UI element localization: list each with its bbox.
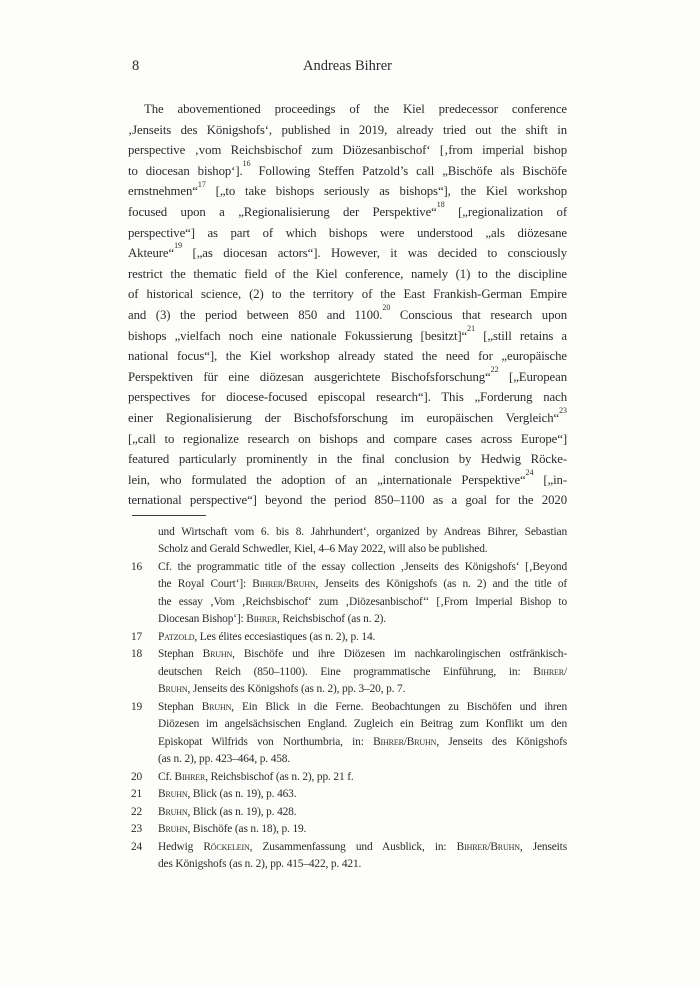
text-run: Following Steffen Patzold’s call „Bischöfe als Bischöfe [250, 163, 567, 178]
text-run: , Jenseits des Königshofs (as n. 2) and the title of [315, 578, 568, 591]
small-caps-name: Bihrer [456, 840, 488, 853]
text-run: [„call to regionalize research on bishops and compare cases across Europe“] [128, 431, 567, 446]
text-run: [„as diocesan actors“]. However, it was decided to consciously [182, 246, 567, 261]
text-run: deutschen Reich (850–1100). Eine programmatische Einführung, in: [158, 665, 534, 678]
text-run: des Königshofs (as n. 2), pp. 415–422, p. 421. [158, 858, 362, 871]
footnote-number: 24 [131, 840, 143, 853]
text-run: Cf. [158, 770, 175, 783]
text-run: [„still retains a [475, 328, 567, 343]
text-run: (as n. 2), pp. 423–464, p. 458. [158, 753, 291, 766]
footnote-ref: 21 [467, 323, 476, 333]
footnote-ref: 23 [559, 406, 567, 416]
footnote-number: 16 [131, 560, 143, 573]
footnote-number: 22 [131, 805, 143, 818]
footnote-line [158, 559, 567, 577]
footnote-entry [128, 769, 567, 787]
text-run: perspective ‚vom Reichsbischof zum Diözesanbischof‘ [‚from imperial bishop [128, 143, 567, 158]
body-paragraph [128, 99, 567, 511]
body-line [128, 364, 568, 388]
text-run: / [563, 665, 567, 678]
footnote-entry [128, 699, 567, 769]
footnote-ref: 20 [382, 303, 391, 313]
small-caps-name: Patzold [158, 630, 195, 643]
footnotes-list [128, 524, 567, 874]
body-line [128, 323, 567, 347]
footnote-line [158, 524, 567, 542]
text-run: restrict the thematic field of the Kiel conference, namely (1) to the discipline [128, 266, 567, 281]
body-line [128, 429, 567, 450]
body-line [128, 181, 567, 202]
text-run: , Blick (as n. 19), p. 463. [187, 788, 297, 801]
footnote-line [158, 769, 567, 787]
text-run: , Bischöfe (as n. 18), p. 19. [187, 823, 307, 836]
text-run: [„European [498, 369, 568, 384]
footnote-ref: 18 [436, 200, 445, 210]
text-run: , Blick (as n. 19), p. 428. [187, 805, 297, 818]
text-run: national focus“], the Kiel workshop already stated the need for „europäische [128, 349, 567, 364]
body-line [128, 243, 567, 264]
small-caps-name: Bruhn [201, 700, 232, 713]
footnote-separator-rule [132, 515, 206, 516]
small-caps-name: Bruhn [158, 805, 188, 818]
text-run: , Reichsbischof (as n. 2). [276, 613, 387, 626]
footnote-number: 20 [131, 770, 143, 783]
text-run: focused upon a „Regionalisierung der Perspektive“ [128, 204, 437, 219]
text-block [128, 58, 567, 874]
footnote-line [158, 611, 567, 629]
footnote-number: 23 [131, 823, 143, 836]
text-run: the essay ‚Vom ‚Reichsbischof‘ zum ‚Diözesanbischof‘‘ [‚From Imperial Bishop to [158, 595, 567, 608]
text-run: Perspektiven für eine diözesan ausgerichtete Bischofsforschung“ [128, 369, 491, 384]
text-run: and (3) the period between 850 and 1100. [128, 307, 383, 322]
text-run: / [487, 840, 491, 853]
footnote-line [158, 646, 567, 664]
body-line [128, 223, 567, 244]
body-line [128, 449, 567, 470]
text-run: to diocesan bishop‘]. [128, 163, 243, 178]
footnote-line [158, 786, 567, 804]
footnote-line [158, 839, 567, 857]
footnote-number: 17 [131, 630, 143, 643]
footnote-entry [128, 821, 567, 839]
footnote-line [158, 734, 567, 752]
text-run: ernstnehmen“ [128, 184, 198, 199]
small-caps-name: Röckelein [203, 840, 250, 853]
body-line [128, 346, 567, 367]
text-run: einer Regionalisierung der Bischofsforschung im europäischen Vergleich“ [128, 410, 560, 425]
footnote-entry [128, 804, 567, 822]
footnote-entry [128, 786, 567, 804]
body-line [128, 140, 567, 161]
small-caps-name: Bihrer [174, 770, 206, 783]
text-run: Cf. the programmatic title of the essay collection ‚Jenseits des Königshofs‘ [‚Beyond [158, 560, 567, 573]
footnote-ref: 16 [242, 158, 251, 168]
footnote-line [158, 716, 567, 734]
body-line [128, 467, 567, 491]
body-line [128, 408, 567, 429]
text-run: , Zusammenfassung und Ausblick, in: [249, 840, 457, 853]
footnote-ref: 22 [490, 364, 499, 374]
body-line [128, 490, 567, 511]
text-run: , Reichsbischof (as n. 2), pp. 21 f. [205, 770, 354, 783]
text-run: ternational perspective“] beyond the period 850–1100 as a goal for the 2020 [128, 493, 567, 508]
text-run: The abovementioned proceedings of the Kiel predecessor conference [144, 102, 567, 116]
small-caps-name: Bruhn [158, 823, 188, 836]
footnote-line [158, 629, 567, 647]
text-run: bishops „vielfach noch eine nationale Fokussierung [besitzt]“ [128, 328, 468, 343]
small-caps-name: Bihrer [373, 735, 404, 748]
body-line [128, 158, 567, 182]
body-line [128, 202, 567, 223]
footnote-line [158, 681, 567, 699]
text-run: Episkopat Wilfrids von Northumbria, in: [158, 735, 374, 748]
footnote-number: 18 [131, 648, 143, 661]
footnote-ref: 17 [197, 179, 206, 189]
footnote-line [158, 664, 567, 682]
small-caps-name: Bruhn [158, 788, 188, 801]
text-run: / [403, 735, 407, 748]
footnote-line [158, 541, 567, 559]
footnote-line [158, 856, 567, 874]
text-run: Diözesen im angelsächsischen England. Zugleich ein Beitrag zum Konflikt um den [158, 718, 567, 731]
footnote-line [158, 576, 567, 594]
text-run: Hedwig [158, 840, 204, 853]
body-line [128, 284, 567, 305]
text-run: Scholz and Gerald Schwedler, Kiel, 4–6 May 2022, will also be published. [158, 543, 488, 556]
footnote-ref: 19 [174, 241, 183, 251]
small-caps-name: Bihrer [252, 578, 283, 591]
small-caps-name: Bruhn [406, 735, 437, 748]
footnote-entry [128, 524, 567, 559]
footnote-line [158, 751, 567, 769]
text-run: the Royal Court‘]: [158, 578, 253, 591]
small-caps-name: Bruhn [158, 683, 188, 696]
footnote-line [158, 594, 567, 612]
small-caps-name: Bihrer [246, 613, 277, 626]
body-line [128, 99, 567, 120]
text-run: , Jenseits [519, 840, 567, 853]
text-run: , Jenseits des Königshofs [436, 735, 568, 748]
footnote-entry [128, 646, 567, 699]
running-title: Andreas Bihrer [303, 58, 392, 74]
text-run: featured particularly prominently in the final conclusion by Hedwig Röcke- [128, 452, 567, 467]
page-number: 8 [132, 58, 140, 74]
text-run: [„in- [533, 472, 567, 487]
text-run: lein, who formulated the adoption of an „internationale Perspektive“ [128, 472, 526, 487]
text-run: perspectives for diocese-focused episcopal research“]. This „Forderung nach [128, 390, 567, 405]
text-run: Akteure“ [128, 246, 175, 261]
body-line [128, 387, 567, 408]
text-run: , Ein Blick in die Ferne. Beobachtungen zu Bischöfen und ihren [231, 700, 567, 713]
small-caps-name: Bruhn [490, 840, 520, 853]
text-run: Stephan [158, 700, 202, 713]
text-run: und Wirtschaft vom 6. bis 8. Jahrhundert‘, organized by Andreas Bihrer, Sebastian [158, 525, 567, 538]
body-line [128, 120, 567, 141]
footnote-number: 19 [131, 700, 143, 713]
page-header [128, 58, 567, 75]
text-run: , Jenseits des Königshofs (as n. 2), pp. 3–20, p. 7. [187, 683, 406, 696]
small-caps-name: Bruhn [202, 648, 233, 661]
text-run: perspective“] as part of which bishops were understood „als diözesane [128, 225, 567, 240]
text-run: ‚Jenseits des Königshofs‘, published in 2019, already tried out the shift in [128, 122, 567, 137]
footnote-entry [128, 839, 567, 874]
text-run: of historical science, (2) to the territory of the East Frankish-German Empire [128, 287, 567, 302]
footnote-entry [128, 559, 567, 629]
footnote-line [158, 821, 567, 839]
text-run: , Bischöfe und ihre Diözesen im nachkarolingischen ostfränkisch- [232, 648, 567, 661]
small-caps-name: Bihrer [533, 665, 564, 678]
body-line [128, 305, 567, 326]
footnote-line [158, 699, 567, 717]
text-run: Stephan [158, 648, 203, 661]
text-run: [„regionalization of [444, 204, 567, 219]
body-line [128, 264, 567, 285]
text-run: / [283, 578, 287, 591]
footnote-number: 21 [131, 788, 143, 801]
text-run: Diocesan Bishop‘]: [158, 613, 247, 626]
text-run: , Les élites eccesiastiques (as n. 2), p. 14. [194, 630, 376, 643]
text-run: [„to take bishops seriously as bishops“], the Kiel workshop [205, 184, 567, 199]
small-caps-name: Bruhn [286, 578, 316, 591]
footnote-ref: 24 [525, 467, 534, 477]
text-run: Conscious that research upon [390, 307, 567, 322]
footnote-entry [128, 629, 567, 647]
footnote-line [158, 804, 567, 822]
